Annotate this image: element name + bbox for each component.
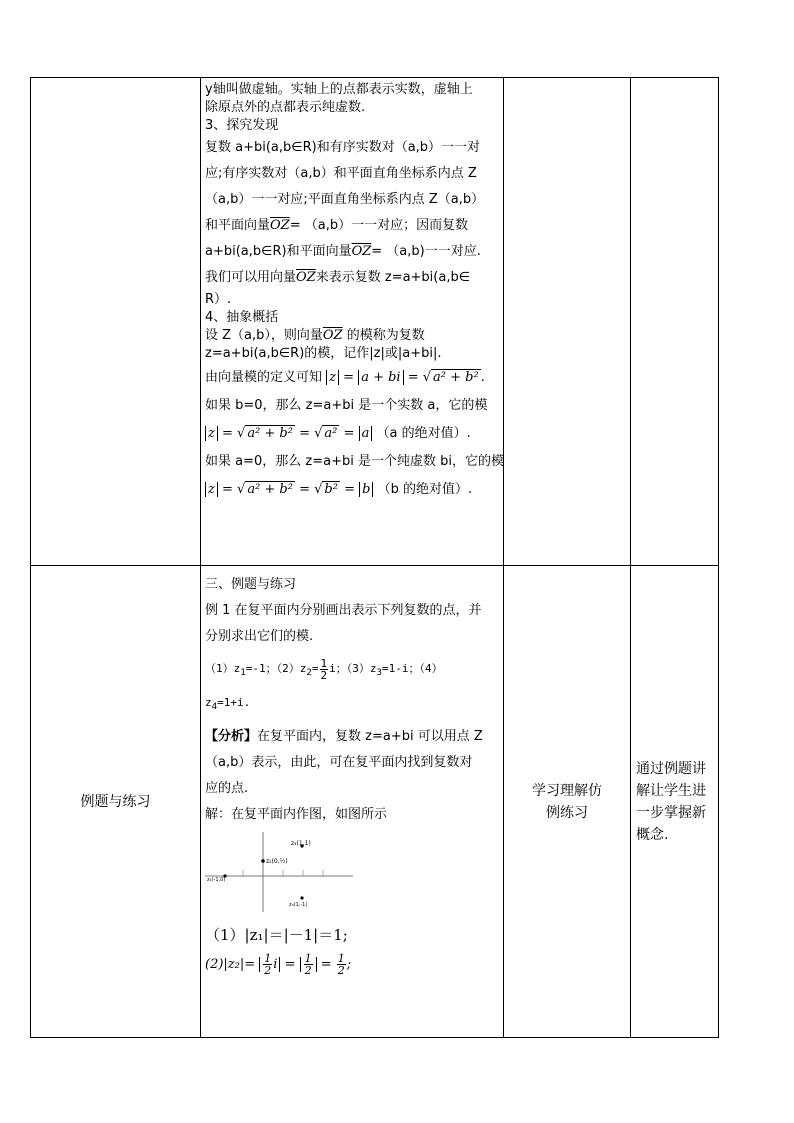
text-line: z = √ a² + b² = √ b² = b （b 的绝对值）. [205, 475, 499, 505]
vector-oz: $\overline{OZ}$ [296, 270, 316, 285]
text-line: 应的点. [205, 781, 249, 797]
label-z4: z₄(1,1) [291, 840, 311, 848]
section-heading: 三、例题与练习 [205, 577, 297, 592]
text-line: 如果 b=0，那么 z=a+bi 是一个实数 a，它的模 [205, 398, 488, 413]
exercise-items: $z_4=1+i$. [205, 696, 251, 713]
modulus-formula: z = a + bi = √ a² + b² . [326, 369, 485, 385]
text-line: 如果 a=0，那么 z=a+bi 是一个纯虚数 bi，它的模 [205, 454, 504, 469]
empty-cell [31, 78, 201, 566]
text-line: （a,b）表示，由此，可在复平面内找到复数对 [205, 755, 473, 771]
empty-cell [504, 78, 631, 566]
vector-oz: $\overline{OZ}$ [322, 328, 343, 343]
complex-plane-svg [205, 832, 365, 914]
text-line: 除原点外的点都表示纯虚数. [205, 100, 366, 115]
empty-cell [631, 78, 719, 566]
vector-oz: $\overline{OZ}$ [351, 244, 372, 259]
section-label: 例题与练习 [31, 566, 201, 1038]
text-line: 4、抽象概括 [205, 310, 279, 325]
content-cell [201, 566, 504, 1038]
text-line: 设 Z（a,b），则向量$\overline{OZ}$ 的模称为复数 [205, 328, 425, 343]
vector-oz: $\overline{OZ}$ [270, 218, 290, 233]
table-row [31, 78, 719, 566]
purpose-text: 通过例题讲解让学生进一步掌握新概念. [636, 760, 706, 843]
text-line: 应;有序实数对（a,b）和平面直角坐标系内点 Z [205, 166, 477, 181]
activity-cell [504, 566, 631, 1038]
label-z1: z₁(-1,0) [207, 877, 226, 884]
lesson-table [30, 77, 719, 1038]
text-line: y轴叫做虚轴。实轴上的点都表示实数，虚轴上 [205, 82, 473, 97]
text-line: 分别求出它们的模. [205, 629, 314, 644]
answer-2: (2)|z₂|= $\frac{1}{2}$ i = $\frac{1}{2}$ = $\frac{1}{2}$ ; [205, 952, 352, 978]
text-line: 解：在复平面内作图，如图所示 [205, 807, 388, 823]
text-line: 【分析】在复平面内，复数 z=a+bi 可以用点 Z [205, 729, 483, 745]
text-line: R）. [205, 292, 232, 307]
point-z3 [300, 897, 303, 900]
text-line: 和平面向量$\overline{OZ}= (a,b)$一一对应；因而复数 [205, 218, 469, 233]
text-line: z=a+bi(a,b∈R)的模，记作|z|或|a+bi|. [205, 346, 442, 361]
activity-text: 学习理解仿例练习 [532, 782, 602, 821]
point-z2 [261, 860, 265, 864]
text-line: 3、探究发现 [205, 118, 279, 133]
text-line: 我们可以用向量$\overline{OZ}$来表示复数 z=a+bi(a,b∈ [205, 270, 471, 285]
text-line: z = √ a² + b² = √ a² = a （a 的绝对值）. [205, 419, 499, 449]
label-z2: z₂(0,½) [266, 858, 288, 866]
text-line: 复数 a+bi(a,b∈R)和有序实数对（a,b）一一对 [205, 140, 481, 155]
modulus-formula: z = √ a² + b² = √ b² = b [205, 481, 373, 497]
text-line: 由向量模的定义可知 z = a + bi = √ a² + b² . [205, 370, 485, 385]
text-line: （a,b）一一对应;平面直角坐标系内点 Z（a,b） [205, 192, 485, 207]
text-line: 例 1 在复平面内分别画出表示下列复数的点，并 [205, 603, 482, 618]
table-row [31, 566, 719, 1038]
answer-1: （1）|z₁|＝|－1|＝1; [205, 926, 348, 945]
purpose-cell [631, 566, 719, 1038]
modulus-formula: z = √ a² + b² = √ a² = a [205, 425, 372, 441]
complex-plane-figure [205, 832, 499, 918]
text-line: a+bi(a,b∈R)和平面向量$\overline{OZ}= (a,b)$一一对应. [205, 244, 481, 259]
exercise-items: $(1)z_1=-1$；$(2)z_2=$ $\frac{1}{2}$ i；$(3)z_3=1-i$；（4） [205, 656, 443, 682]
content-cell [201, 78, 504, 566]
label-z3: z₃(1,-1) [289, 902, 308, 909]
